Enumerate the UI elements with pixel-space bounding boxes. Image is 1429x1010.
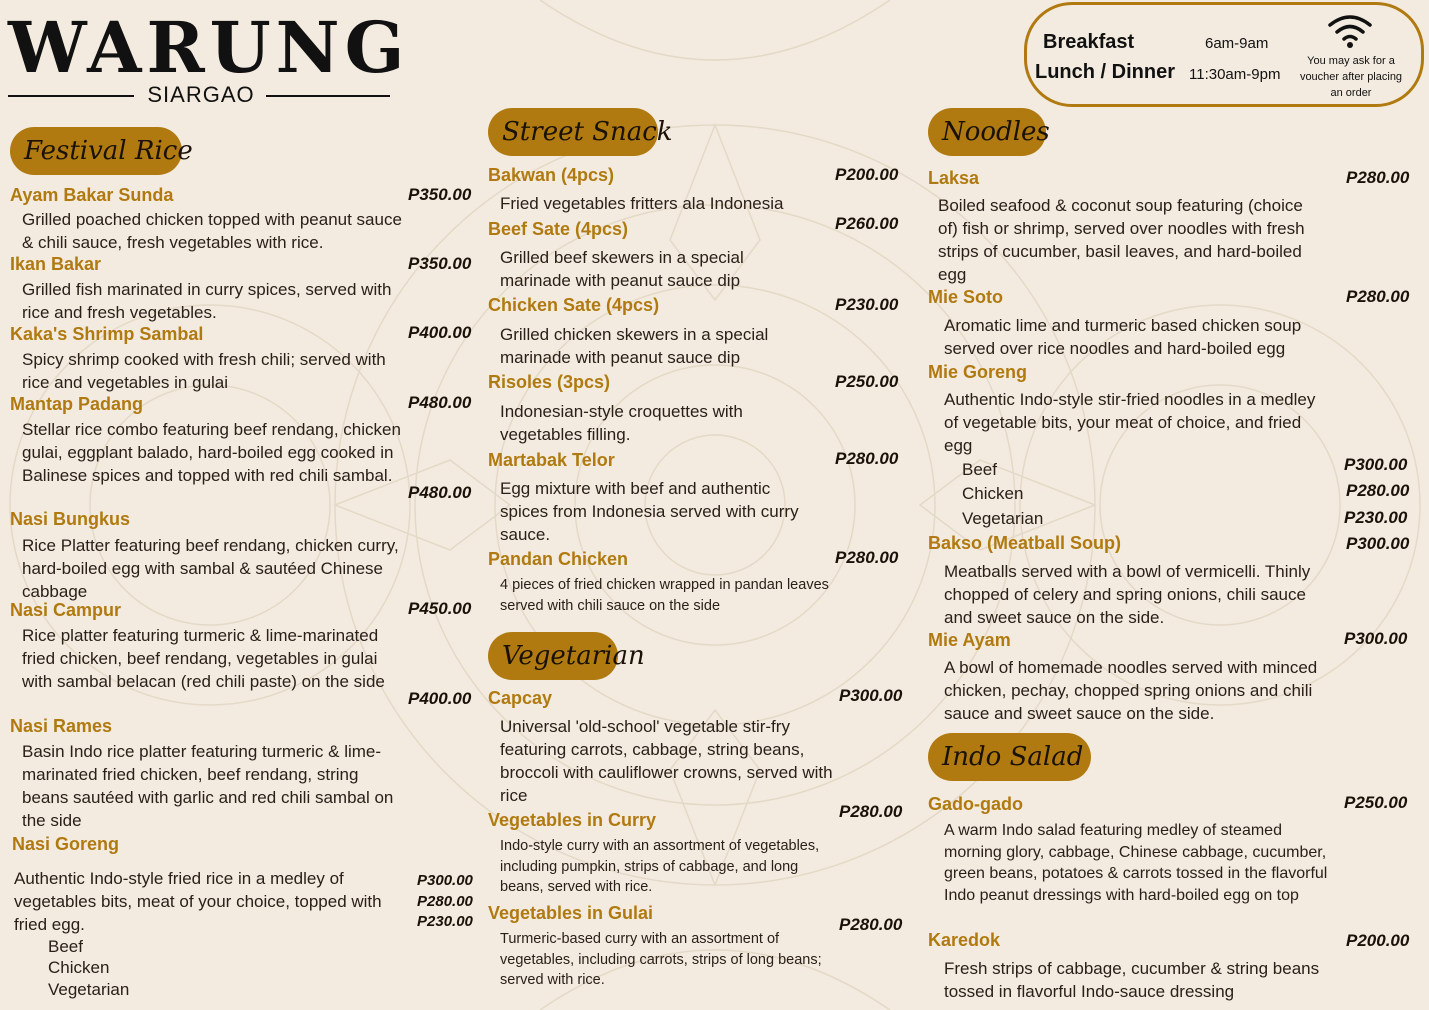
- item-karedok-price: P200.00: [1346, 931, 1410, 950]
- item-nasi-campur-desc: Rice platter featuring turmeric & lime-marinated fried chicken, beef rendang, vegetables in gulai with sambal belacan (red chili paste) on the side: [22, 626, 385, 691]
- breakfast-label: Breakfast: [1043, 31, 1135, 53]
- nasi-goreng-price-beef: P300.00: [417, 872, 473, 889]
- item-mie-goreng-name: Mie Goreng: [928, 362, 1028, 382]
- item-nasi-bungkus-desc: Rice Platter featuring beef rendang, chicken curry, hard-boiled egg with sambal & sautéed Chinese cabbage: [22, 536, 399, 601]
- item-karedok-desc: Fresh strips of cabbage, cucumber & string beans tossed in flavorful Indo-sauce dressing: [944, 959, 1320, 1001]
- item-mie-ayam-name: Mie Ayam: [928, 630, 1011, 650]
- mie-goreng-option-chicken: Chicken: [962, 484, 1024, 503]
- mie-goreng-option-vegetarian: Vegetarian: [962, 509, 1044, 528]
- item-capcay-desc: Universal 'old-school' vegetable stir-fry featuring carrots, cabbage, string beans, broccoli with cauliflower crowns, served with rice: [500, 717, 833, 805]
- item-nasi-rames-desc: Basin Indo rice platter featuring turmeric & lime-marinated fried chicken, beef rendang, string beans sautéed with garlic and red chili sambal on the side: [22, 742, 394, 830]
- item-ayam-bakar-sunda-price: P350.00: [408, 185, 472, 204]
- item-mie-soto-price: P280.00: [1346, 287, 1410, 306]
- item-vegetables-curry-desc: Indo-style curry with an assortment of vegetables, including pumpkin, strips of cabbage, and long beans, served with rice.: [500, 838, 820, 895]
- wifi-icon: [1327, 13, 1373, 49]
- item-mie-soto-name: Mie Soto: [928, 287, 1003, 307]
- lunch-dinner-label: Lunch / Dinner: [1035, 61, 1175, 83]
- item-martabak-telor-name: Martabak Telor: [488, 450, 615, 470]
- item-laksa-name: Laksa: [928, 168, 980, 188]
- item-chicken-sate-name: Chicken Sate (4pcs): [488, 295, 660, 315]
- section-vegetarian: Vegetarian: [488, 632, 618, 680]
- item-nasi-bungkus-name: Nasi Bungkus: [10, 509, 131, 529]
- item-vegetables-gulai-price: P280.00: [839, 915, 903, 934]
- hours-box: [1024, 2, 1424, 107]
- section-indo-salad: Indo Salad: [928, 733, 1091, 781]
- item-capcay-name: Capcay: [488, 688, 553, 708]
- item-mantap-padang-name: Mantap Padang: [10, 394, 144, 414]
- item-risoles-desc: Indonesian-style croquettes with vegetables filling.: [500, 402, 743, 444]
- item-vegetables-gulai-name: Vegetables in Gulai: [488, 903, 654, 923]
- lunch-dinner-time: 11:30am-9pm: [1189, 66, 1281, 83]
- item-beef-sate-desc: Grilled beef skewers in a special marinade with peanut sauce dip: [500, 248, 744, 290]
- logo-divider-right: [266, 95, 390, 97]
- item-risoles-price: P250.00: [835, 372, 899, 391]
- item-martabak-telor-desc: Egg mixture with beef and authentic spices from Indonesia served with curry sauce.: [500, 479, 799, 544]
- section-festival-rice: Festival Rice: [10, 127, 182, 175]
- item-gado-gado-price: P250.00: [1344, 793, 1408, 812]
- item-laksa-price: P280.00: [1346, 168, 1410, 187]
- item-ayam-bakar-sunda-desc: Grilled poached chicken topped with peanut sauce & chili sauce, fresh vegetables with rice.: [22, 210, 402, 252]
- nasi-goreng-option-beef: Beef: [48, 937, 83, 956]
- item-nasi-rames-price: P400.00: [408, 689, 472, 708]
- item-nasi-campur-name: Nasi Campur: [10, 600, 122, 620]
- item-bakso-price: P300.00: [1346, 534, 1410, 553]
- item-mantap-padang-desc: Stellar rice combo featuring beef rendang, chicken gulai, eggplant balado, hard-boiled egg cooked in Balinese spices and topped with red chili sambal.: [22, 420, 401, 485]
- mie-goreng-price-vegetarian: P230.00: [1344, 508, 1408, 527]
- item-risoles-name: Risoles (3pcs): [488, 372, 611, 392]
- item-karedok-name: Karedok: [928, 930, 1001, 950]
- nasi-goreng-option-chicken: Chicken: [48, 958, 110, 977]
- logo-subtitle: SIARGAO: [147, 82, 255, 107]
- item-bakso-desc: Meatballs served with a bowl of vermicelli. Thinly chopped of celery and spring onions, chili sauce and sweet sauce on the side.: [944, 562, 1311, 627]
- item-bakwan-name: Bakwan (4pcs): [488, 165, 615, 185]
- item-nasi-rames-name: Nasi Rames: [10, 716, 113, 736]
- item-mie-goreng-desc: Authentic Indo-style stir-fried noodles in a medley of vegetable bits, your meat of choice, and fried egg: [944, 390, 1316, 455]
- item-nasi-bungkus-price: P480.00: [408, 483, 472, 502]
- item-ikan-bakar-price: P350.00: [408, 254, 472, 273]
- item-beef-sate-name: Beef Sate (4pcs): [488, 219, 629, 239]
- item-ayam-bakar-sunda-name: Ayam Bakar Sunda: [10, 185, 174, 205]
- item-mie-ayam-price: P300.00: [1344, 629, 1408, 648]
- logo-subtitle-row: [8, 82, 390, 108]
- item-ikan-bakar-desc: Grilled fish marinated in curry spices, served with rice and fresh vegetables.: [22, 280, 392, 322]
- item-mie-ayam-desc: A bowl of homemade noodles served with minced chicken, pechay, chopped spring onions and chili sauce and sweet sauce on the side.: [944, 658, 1318, 723]
- item-kaka-shrimp-desc: Spicy shrimp cooked with fresh chili; served with rice and vegetables in gulai: [22, 350, 386, 392]
- item-nasi-goreng-desc: Authentic Indo-style fried rice in a medley of vegetables bits, meat of your choice, topped with fried egg.: [14, 869, 382, 934]
- item-ikan-bakar-name: Ikan Bakar: [10, 254, 102, 274]
- item-chicken-sate-desc: Grilled chicken skewers in a special marinade with peanut sauce dip: [500, 325, 769, 367]
- item-kaka-shrimp-price: P400.00: [408, 323, 472, 342]
- item-vegetables-gulai-desc: Turmeric-based curry with an assortment of vegetables, including carrots, strips of long beans; served with rice.: [500, 931, 822, 988]
- item-pandan-chicken-price: P280.00: [835, 548, 899, 567]
- item-pandan-chicken-name: Pandan Chicken: [488, 549, 629, 569]
- item-nasi-goreng-name: Nasi Goreng: [12, 834, 120, 854]
- item-beef-sate-price: P260.00: [835, 214, 899, 233]
- item-nasi-campur-price: P450.00: [408, 599, 472, 618]
- item-bakwan-price: P200.00: [835, 165, 899, 184]
- logo-title: WARUNG: [8, 6, 410, 89]
- item-vegetables-curry-name: Vegetables in Curry: [488, 810, 657, 830]
- nasi-goreng-price-chicken: P280.00: [417, 893, 473, 910]
- mie-goreng-price-chicken: P280.00: [1346, 481, 1410, 500]
- breakfast-time: 6am-9am: [1205, 35, 1269, 52]
- item-mantap-padang-price: P480.00: [408, 393, 472, 412]
- section-noodles: Noodles: [928, 108, 1046, 156]
- mie-goreng-option-beef: Beef: [962, 460, 997, 479]
- item-gado-gado-desc: A warm Indo salad featuring medley of steamed morning glory, cabbage, Chinese cabbage, cucumber, green beans, potatoes & carrots tossed in the flavorful Indo peanut dressings with hard-boiled egg on top: [944, 822, 1328, 904]
- item-capcay-price: P300.00: [839, 686, 903, 705]
- section-street-snack: Street Snack: [488, 108, 658, 156]
- item-martabak-telor-price: P280.00: [835, 449, 899, 468]
- item-laksa-desc: Boiled seafood & coconut soup featuring (choice of) fish or shrimp, served over noodles with fresh strips of cucumber, basil leaves, and hard-boiled egg: [938, 196, 1305, 284]
- item-kaka-shrimp-name: Kaka's Shrimp Sambal: [10, 324, 204, 344]
- item-chicken-sate-price: P230.00: [835, 295, 899, 314]
- item-pandan-chicken-desc: 4 pieces of fried chicken wrapped in pandan leaves served with chili sauce on the side: [500, 577, 829, 614]
- nasi-goreng-price-vegetarian: P230.00: [417, 913, 473, 930]
- nasi-goreng-option-vegetarian: Vegetarian: [48, 980, 130, 999]
- wifi-voucher-note: You may ask for a voucher after placing an order: [1299, 55, 1403, 99]
- item-bakso-name: Bakso (Meatball Soup): [928, 533, 1122, 553]
- item-bakwan-desc: Fried vegetables fritters ala Indonesia: [500, 194, 784, 213]
- item-mie-soto-desc: Aromatic lime and turmeric based chicken soup served over rice noodles and hard-boiled egg: [944, 316, 1302, 358]
- item-vegetables-curry-price: P280.00: [839, 802, 903, 821]
- logo-divider-left: [8, 95, 134, 97]
- item-gado-gado-name: Gado-gado: [928, 794, 1023, 814]
- mie-goreng-price-beef: P300.00: [1344, 455, 1408, 474]
